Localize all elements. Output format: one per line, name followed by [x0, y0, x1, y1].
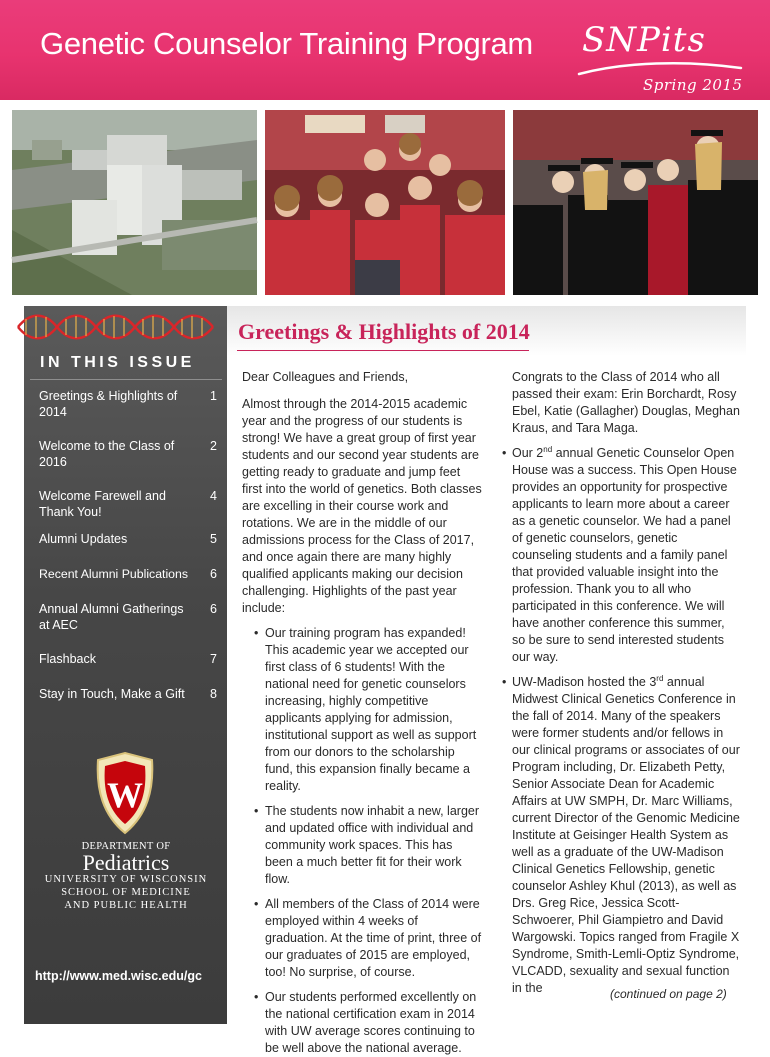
school-line: SCHOOL OF MEDICINE	[61, 887, 191, 898]
toc-label: Alumni Updates	[39, 532, 128, 546]
bullet-item: • Our students performed excellently on the national certification exam in 2014 with UW average scores continuing to be well above the national average.	[242, 989, 482, 1057]
bullet-item	[500, 674, 740, 997]
crest-letter: W	[107, 775, 143, 815]
toc-label: Welcome to the Class of 2016	[39, 439, 175, 469]
toc-label: Welcome Farewell and Thank You!	[39, 489, 166, 519]
newsletter-season: Spring 2015	[643, 76, 743, 94]
article-column-2	[500, 369, 740, 997]
congrats-paragraph: Congrats to the Class of 2014 who all passed their exam: Erin Borchardt, Rosy Ebel, Katie (Gallagher) Douglas, Meghan Kraus, and Tara Maga.	[512, 370, 740, 435]
toc-item-alumni-updates[interactable]	[39, 531, 217, 547]
toc-label: Annual Alumni Gatherings at AEC	[39, 602, 184, 632]
bullet-text: annual Midwest Clinical Genetics Conference in the fall of 2014. Many of the speakers were former students and/or fellows in our clinical programs or associates of our Program including, Dr. Elizabeth Petty, Senior Associate Dean for Academic Affairs at UW SMPH, Dr. Marc Williams, current Director of the Genomic Medicine Institute at Geisinger Health System as well as a graduate of the UW-Madison Clinical Genetics Fellowship, genetic counselor Ashley Khul (2013), as well as Drs. Greg Rice, Jessica Scott-Schwoerer, Phil Giampietro and David Wargowski. Topics ranged from Fragile X Syndrome, Smith-Lemli-Optiz Syndrome, VLCADD, sexuality and sexual function in the	[512, 675, 740, 995]
bullet-text: UW-Madison hosted the 3	[512, 675, 657, 689]
hospital-aerial-photo	[12, 110, 257, 295]
website-link[interactable]: http://www.med.wisc.edu/gc	[35, 969, 202, 983]
salutation: Dear Colleagues and Friends,	[242, 370, 409, 384]
toc-page-number: 6	[210, 567, 217, 581]
uw-crest-icon	[92, 750, 158, 836]
toc-page-number: 7	[210, 652, 217, 666]
graduation-photo	[513, 110, 758, 295]
toc-label: Greetings & Highlights of 2014	[39, 389, 178, 419]
newsletter-brand: SNPits	[582, 20, 706, 60]
article-column-1	[242, 369, 482, 1057]
toc-item-alumni-gatherings[interactable]	[39, 601, 217, 633]
bullet-item: • The students now inhabit a new, larger and updated office with individual and community work spaces. This has been a much better fit for their work flow.	[242, 803, 482, 888]
ordinal-suffix: rd	[656, 673, 664, 683]
toc-label: Stay in Touch, Make a Gift	[39, 687, 185, 701]
students-group-photo	[265, 110, 505, 295]
toc-item-flashback[interactable]	[39, 651, 217, 667]
toc-page-number: 8	[210, 687, 217, 701]
toc-page-number: 6	[210, 602, 217, 616]
in-this-issue-heading: IN THIS ISSUE	[40, 354, 195, 371]
school-line: UNIVERSITY OF WISCONSIN	[44, 874, 208, 885]
continued-note: (continued on page 2)	[610, 987, 727, 1001]
bullet-text: annual Genetic Counselor Open House was a success. This Open House provides an opportunity for prospective applicants to learn more about a career as a genetic counselor. We had a panel of genetic counselors, genetic counseling students and a family panel that provided valuable insight into the profession. Thank you to all who participated in this conference. We will have another conference this summer, so be sure to send interested students our way.	[512, 446, 737, 664]
toc-item-welcome-class[interactable]	[39, 438, 217, 470]
department-name: Pediatrics	[82, 850, 170, 875]
department-label: DEPARTMENT OF	[81, 841, 171, 852]
bullet-text: Our 2	[512, 446, 544, 460]
toc-label: Flashback	[39, 652, 96, 666]
toc-page-number: 1	[210, 389, 217, 403]
school-name	[30, 873, 222, 912]
toc-label: Recent Alumni Publications	[39, 567, 189, 581]
brand-swoosh-icon	[575, 58, 745, 78]
headline-divider	[237, 350, 529, 351]
toc-item-welcome-farewell[interactable]	[39, 488, 217, 520]
sidebar-divider	[30, 379, 222, 380]
toc-item-stay-in-touch[interactable]	[39, 686, 217, 702]
intro-paragraph: Almost through the 2014-2015 academic year and the progress of our students is strong! We have a great group of first year students and our second year students are getting ready to graduate and jump feet first into the world of genetics. Both classes are excelling in their course work and rotations. We are in the middle of our admissions process for the Class of 2017, and once again there are many highly qualified applicants making our decision challenging. Highlights of the past year include:	[242, 397, 482, 615]
bullet-item: • Our training program has expanded! This academic year we accepted our first class of 6 students! With the national need for genetic counselors increasing, highly competitive applicants applying for admission, institutional support as well as support from our donors to the scholarship fund, this expansion finally became a reality.	[242, 625, 482, 795]
article-headline: Greetings & Highlights of 2014	[238, 319, 530, 344]
toc-item-greetings[interactable]	[39, 388, 217, 420]
toc-page-number: 5	[210, 532, 217, 546]
toc-item-alumni-publications[interactable]	[39, 566, 217, 582]
dna-helix-icon	[0, 312, 227, 342]
bullet-item: • All members of the Class of 2014 were employed within 4 weeks of graduation. At the time of print, three of our graduates of 2015 are employed, too! No surprise, of course.	[242, 896, 482, 981]
ordinal-suffix: nd	[543, 444, 553, 454]
newsletter-title: Genetic Counselor Training Program	[40, 26, 533, 61]
toc-page-number: 4	[210, 489, 217, 503]
toc-page-number: 2	[210, 439, 217, 453]
school-line: AND PUBLIC HEALTH	[64, 900, 188, 911]
bullet-item	[500, 445, 740, 666]
